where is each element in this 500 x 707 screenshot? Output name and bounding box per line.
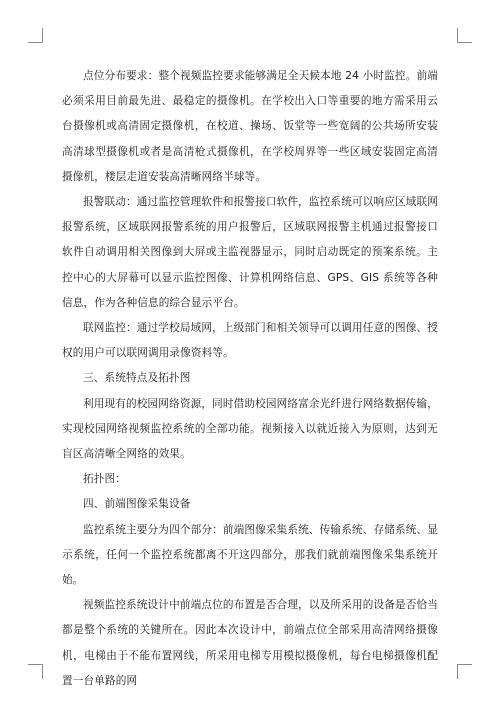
document-body — [62, 64, 438, 694]
crop-mark-bottom-right — [457, 664, 472, 679]
paragraph-front-end-design: 视频监控系统设计中前端点位的布置是否合理，以及所采用的设备是否恰当都是整个系统的关键所在。因此本次设计中，前端点位全部采用高清网络摄像机，电梯由于不能布置网线，所采用电梯专用模拟摄像机，每台电梯摄像机配置一台单路的网 — [62, 599, 438, 687]
paragraph-system-parts: 监控系统主要分为四个部分：前端图像采集系统、传输系统、存储系统、显示系统，任何一个监控系统都离不开这四部分，那我们就前端图像采集系统开始。 — [62, 523, 438, 587]
crop-mark-top-left — [28, 28, 43, 43]
crop-mark-bottom-left — [28, 664, 43, 679]
crop-mark-top-right — [457, 28, 472, 43]
topology-label: 拓扑图： — [83, 473, 126, 486]
paragraph-point-distribution: 点位分布要求：整个视频监控要求能够满足全天候本地 24 小时监控。前端必须采用目前最先进、最稳定的摄像机。在学校出入口等重要的地方需采用云台摄像机或高清固定摄像机，在校道、操场、饭堂等一些宽阔的公共场所安装高清球型摄像机或者是高清枪式摄像机，在学校周界等一些区域安装固定高清摄像机，楼层走道安装高清晰网络半球等。 — [62, 70, 438, 183]
paragraph-alarm-linkage: 报警联动：通过监控管理软件和报警接口软件，监控系统可以响应区域联网报警系统，区域联网报警系统的用户报警后，区域联网报警主机通过报警接口软件自动调用相关图像到大屏或主监视器显示，同时启动既定的预案系统。主控中心的大屏幕可以显示监控图像、计算机网络信息、GPS、GIS 系统等各种信息，作为各种信息的综合显示平台。 — [62, 196, 438, 309]
section-heading-features-topology: 三、系统特点及拓扑图 — [83, 372, 191, 385]
section-heading-front-end-devices: 四、前端图像采集设备 — [83, 498, 191, 511]
paragraph-campus-network: 利用现有的校园网络资源，同时借助校园网络富余光纤进行网络数据传输，实现校园网络视频监控系统的全部功能。视频接入以就近接入为原则，达到无盲区高清晰全网络的效果。 — [62, 397, 438, 461]
paragraph-network-monitoring: 联网监控：通过学校局域网，上级部门和相关领导可以调用任意的图像、授权的用户可以联网调用录像资料等。 — [62, 322, 438, 360]
